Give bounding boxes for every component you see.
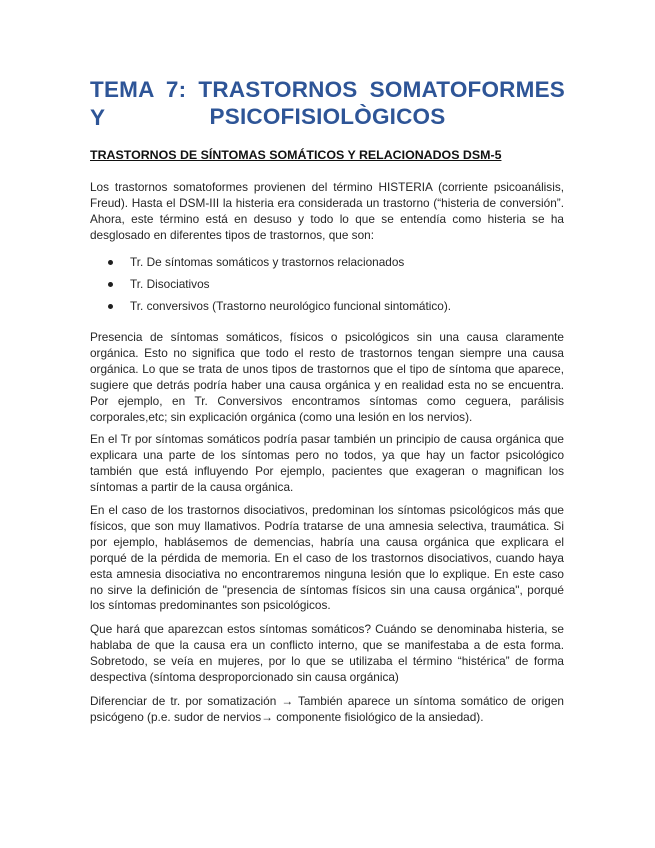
section-heading: TRASTORNOS DE SÍNTOMAS SOMÁTICOS Y RELACIONADOS DSM-5 (90, 148, 502, 162)
paragraph-somatic-symptoms: En el Tr por síntomas somáticos podría pasar también un principio de causa orgánica que explicara una parte de los síntomas pero no todos, ya que hay un factor psicológico también que está influyendo Por ejemplo, pacientes que exageran o magnifican los síntomas a partir de la causa orgánica. (90, 432, 564, 494)
bullet-icon (108, 304, 113, 309)
list-item-text: Tr. De síntomas somáticos y trastornos relacionados (130, 255, 405, 269)
list-item (90, 276, 564, 298)
paragraph-intro: Los trastornos somatoformes provienen del término HISTERIA (corriente psicoanálisis, Freud). Hasta el DSM-III la histeria era considerada un trastorno (“histeria de conversión”. Ahora, este término está en desuso y todo lo que se entendía como histeria se ha desglosado en diferentes tipos de trastornos, que son: (90, 180, 564, 242)
bullet-icon (108, 282, 113, 287)
paragraph-definition: Presencia de síntomas somáticos, físicos o psicológicos sin una causa claramente orgánica. Esto no significa que todo el resto de trastornos tengan siempre una causa orgánica. Lo que se trata de unos tipos de trastornos que el tipo de síntoma que aparece, sugiere que detrás podría haber una causa orgánica y en realidad esta no se encuentra. Por ejemplo, en Tr. Conversivos encontramos síntomas como ceguera, parálisis corporales,etc; sin explicación orgánica (como una lesión en los nervios). (90, 330, 564, 424)
paragraph-hysteria-origin: Que hará que aparezcan estos síntomas somáticos? Cuándo se denominaba histeria, se hablaba de que la causa era un conflicto interno, que se manifestaba a de esta forma. Sobretodo, se veía en mujeres, por lo que se utilizaba el término “histérica” de forma despectiva (síntoma desproporcionado sin causa orgánica) (90, 622, 564, 684)
list-item-text: Tr. Disociativos (130, 277, 210, 291)
paragraph-dissociative: En el caso de los trastornos disociativos, predominan los síntomas psicológicos más que físicos, que son muy llamativos. Podría tratarse de una amnesia selectiva, traumática. Si por ejemplo, hablásemos de demencias, habría una causa orgánica que explicara el porqué de la pérdida de memoria. En el caso de los trastornos disociativos, cuando haya esta amnesia disociativa no encontraremos ninguna lesión que lo explique. En este caso no sirve la definición de "presencia de síntomas físicos sin una causa orgánica", porqué los síntomas predominantes son psicológicos. (90, 503, 564, 613)
page-title-line-2: PSICOFISIOLÒGICOS (209, 104, 446, 129)
paragraph-somatization: Diferenciar de tr. por somatización → También aparece un síntoma somático de origen psicógeno (p.e. sudor de nervios→ componente fisiológico de la ansiedad). (90, 694, 564, 724)
disorder-type-list (90, 254, 564, 320)
page-title-line-1: TEMA 7: TRASTORNOS SOMATOFORMES Y (90, 77, 565, 130)
list-item (90, 298, 564, 320)
list-item (90, 254, 564, 276)
list-item-text: Tr. conversivos (Trastorno neurológico funcional sintomático). (130, 299, 452, 313)
bullet-icon (108, 260, 113, 265)
